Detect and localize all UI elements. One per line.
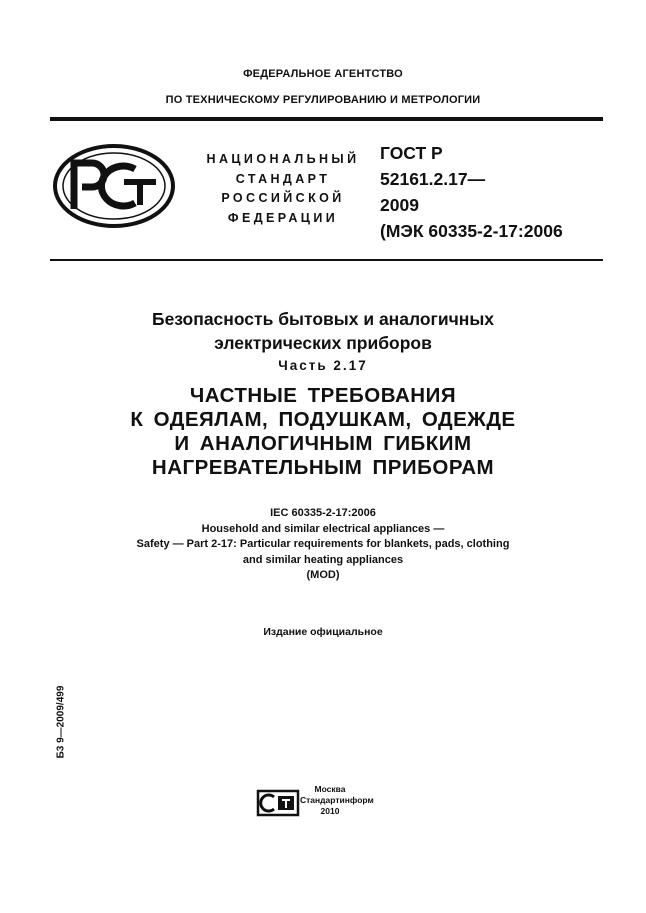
iec-line: Safety — Part 2-17: Particular requirements for blankets, pads, clothing xyxy=(136,538,510,550)
subtitle-line: ЧАСТНЫЕ ТРЕБОВАНИЯ xyxy=(189,384,457,407)
standard-code-line: 2009 xyxy=(380,195,419,215)
iec-line: IEC 60335-2-17:2006 xyxy=(270,507,376,519)
standard-type-line: СТАНДАРТ xyxy=(235,171,331,186)
agency-name-line2: ПО ТЕХНИЧЕСКОМУ РЕГУЛИРОВАНИЮ И МЕТРОЛОГИИ xyxy=(165,94,481,106)
subtitle-line: И АНАЛОГИЧНЫМ ГИБКИМ xyxy=(174,432,472,455)
iec-line: (MOD) xyxy=(306,569,340,581)
document-subtitle xyxy=(0,384,646,480)
standard-code-line: ГОСТ Р xyxy=(380,143,443,163)
agency-name-line1: ФЕДЕРАЛЬНОЕ АГЕНТСТВО xyxy=(243,68,403,80)
iec-reference xyxy=(0,506,646,584)
standard-type-line: НАЦИОНАЛЬНЫЙ xyxy=(206,152,360,166)
iec-line: and similar heating appliances xyxy=(242,553,404,566)
subtitle-line: НАГРЕВАТЕЛЬНЫМ ПРИБОРАМ xyxy=(151,456,495,479)
edition-label: Издание официальное xyxy=(263,626,383,638)
standard-code-line: 52161.2.17— xyxy=(380,169,486,189)
gost-r-mark-icon xyxy=(52,143,176,229)
title-line: электрических приборов xyxy=(214,333,432,353)
iec-line: Household and similar electrical appliances — xyxy=(201,522,445,535)
standard-type-line: РОССИЙСКОЙ xyxy=(221,191,345,205)
standard-code xyxy=(380,140,563,244)
publisher-info xyxy=(300,784,374,817)
publisher-name: Стандартинформ xyxy=(300,795,374,805)
publisher-city: Москва xyxy=(314,784,346,794)
publisher-year: 2010 xyxy=(320,806,340,816)
top-divider xyxy=(50,117,603,121)
document-title xyxy=(0,307,646,355)
side-code: Б3 9—2009/499 xyxy=(55,685,67,759)
title-line: Безопасность бытовых и аналогичных xyxy=(151,309,495,329)
standard-type-line: ФЕДЕРАЦИИ xyxy=(227,210,339,225)
part-number: Часть 2.17 xyxy=(278,358,368,373)
standard-code-line: (МЭК 60335-2-17:2006 xyxy=(380,221,563,241)
standard-type xyxy=(196,150,370,228)
standartinform-logo-icon xyxy=(256,789,300,817)
header-bottom-divider xyxy=(50,259,603,261)
subtitle-line: К ОДЕЯЛАМ, ПОДУШКАМ, ОДЕЖДЕ xyxy=(130,408,516,431)
